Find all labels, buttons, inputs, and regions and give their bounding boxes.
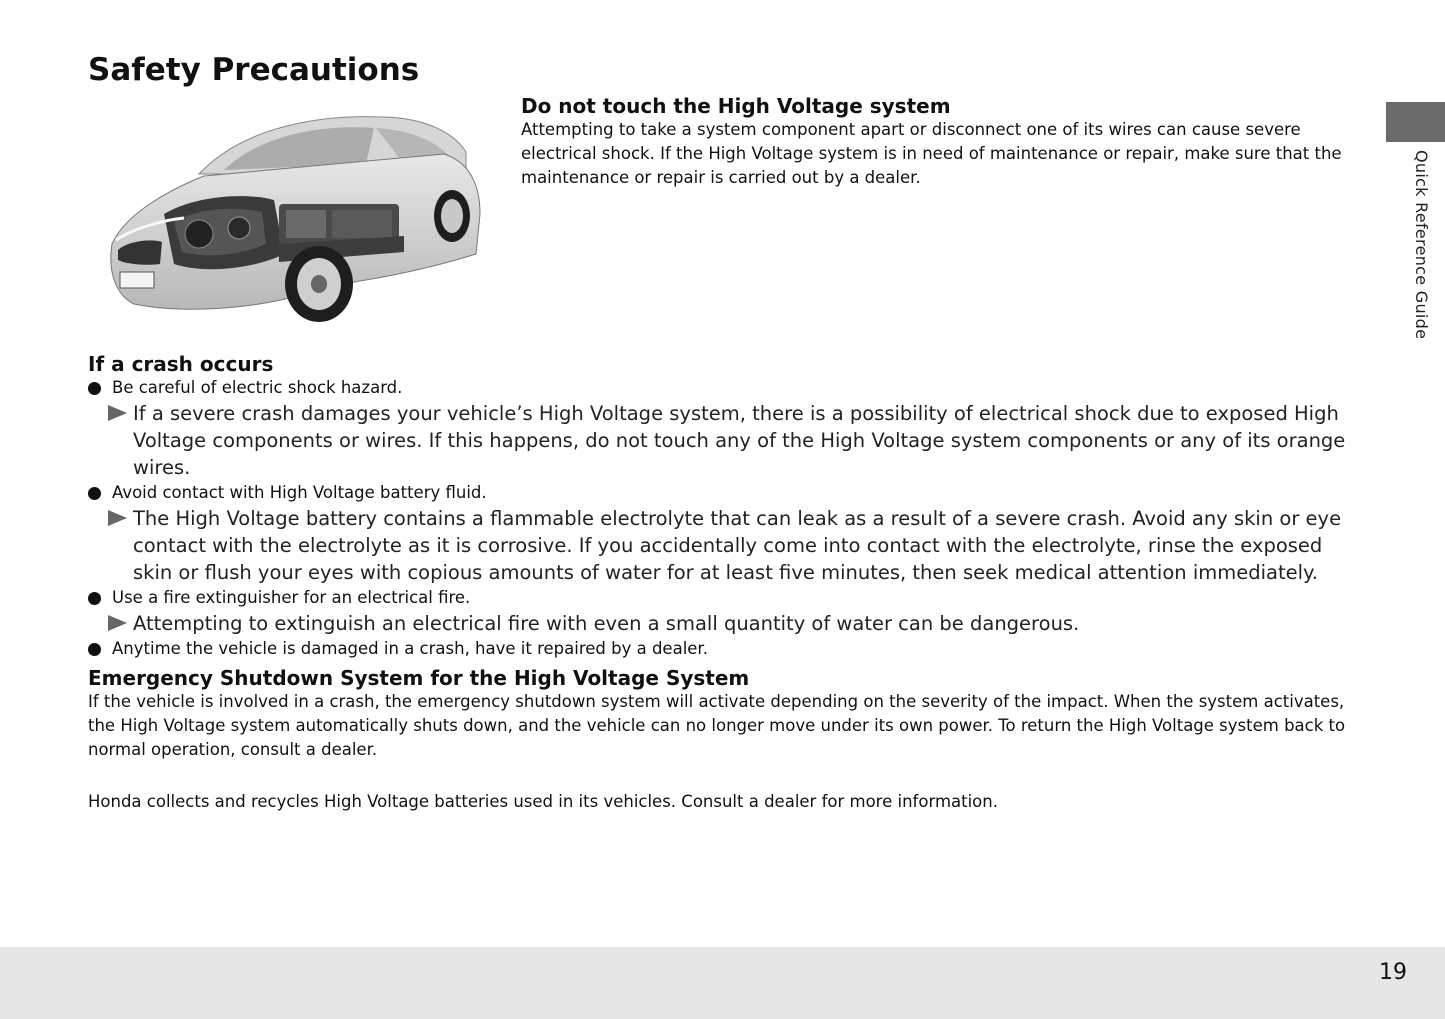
bullet-detail — [108, 400, 1358, 481]
bullet-item — [88, 637, 1358, 661]
emergency-text: If the vehicle is involved in a crash, the emergency shutdown system will activate depending on the severity of the impact. When the system activates, the High Voltage system automatically shuts down, and the vehicle can no longer move under its own power. To return the High Voltage system back to normal operation, consult a dealer. — [88, 692, 1346, 759]
bullet-text: Be careful of electric shock hazard. — [112, 378, 403, 397]
bullet-dot-icon — [88, 487, 101, 500]
bullet-item — [88, 586, 1358, 610]
hv-warning-text: Attempting to take a system component apart or disconnect one of its wires can cause severe electrical shock. If the High Voltage system is in need of maintenance or repair, make sure that the maintenance or repair is carried out by a dealer. — [521, 120, 1342, 187]
crash-heading: If a crash occurs — [88, 352, 274, 376]
section-tab-marker — [1386, 102, 1445, 142]
side-tab-label: Quick Reference Guide — [1412, 150, 1431, 340]
bullet-text: Anytime the vehicle is damaged in a crash, have it repaired by a dealer. — [112, 639, 708, 658]
page-footer — [0, 947, 1445, 1019]
bullet-dot-icon — [88, 382, 101, 395]
hv-warning-section — [521, 94, 1361, 190]
hv-warning-heading: Do not touch the High Voltage system — [521, 94, 951, 118]
triangle-arrow-icon — [108, 405, 127, 421]
bullet-text: Use a fire extinguisher for an electrical fire. — [112, 588, 471, 607]
bullet-text: Avoid contact with High Voltage battery fluid. — [112, 483, 487, 502]
bullet-detail — [108, 610, 1358, 637]
bullet-dot-icon — [88, 592, 101, 605]
page-title: Safety Precautions — [88, 52, 420, 88]
recycle-note: Honda collects and recycles High Voltage batteries used in its vehicles. Consult a dealer for more information. — [88, 792, 998, 811]
triangle-arrow-icon — [108, 510, 127, 526]
car-cutaway-illustration — [104, 104, 482, 328]
page-number: 19 — [1379, 960, 1407, 985]
bullet-detail — [108, 505, 1358, 586]
triangle-arrow-icon — [108, 615, 127, 631]
bullet-detail-text: Attempting to extinguish an electrical fire with even a small quantity of water can be dangerous. — [133, 612, 1080, 635]
bullet-item — [88, 481, 1358, 505]
bullet-detail-text: If a severe crash damages your vehicle’s High Voltage system, there is a possibility of electrical shock due to exposed High Voltage components or wires. If this happens, do not touch any of the High Voltage system components or any of its orange wires. — [133, 402, 1346, 479]
emergency-heading: Emergency Shutdown System for the High Voltage System — [88, 666, 750, 690]
emergency-shutdown-section — [88, 666, 1358, 762]
bullet-item — [88, 376, 1358, 400]
crash-section — [88, 352, 1358, 661]
bullet-dot-icon — [88, 643, 101, 656]
bullet-detail-text: The High Voltage battery contains a flammable electrolyte that can leak as a result of a severe crash. Avoid any skin or eye contact with the electrolyte as it is corrosive. If you accidentally come into contact with the electrolyte, rinse the exposed skin or flush your eyes with copious amounts of water for at least five minutes, then seek medical attention immediately. — [133, 507, 1342, 584]
